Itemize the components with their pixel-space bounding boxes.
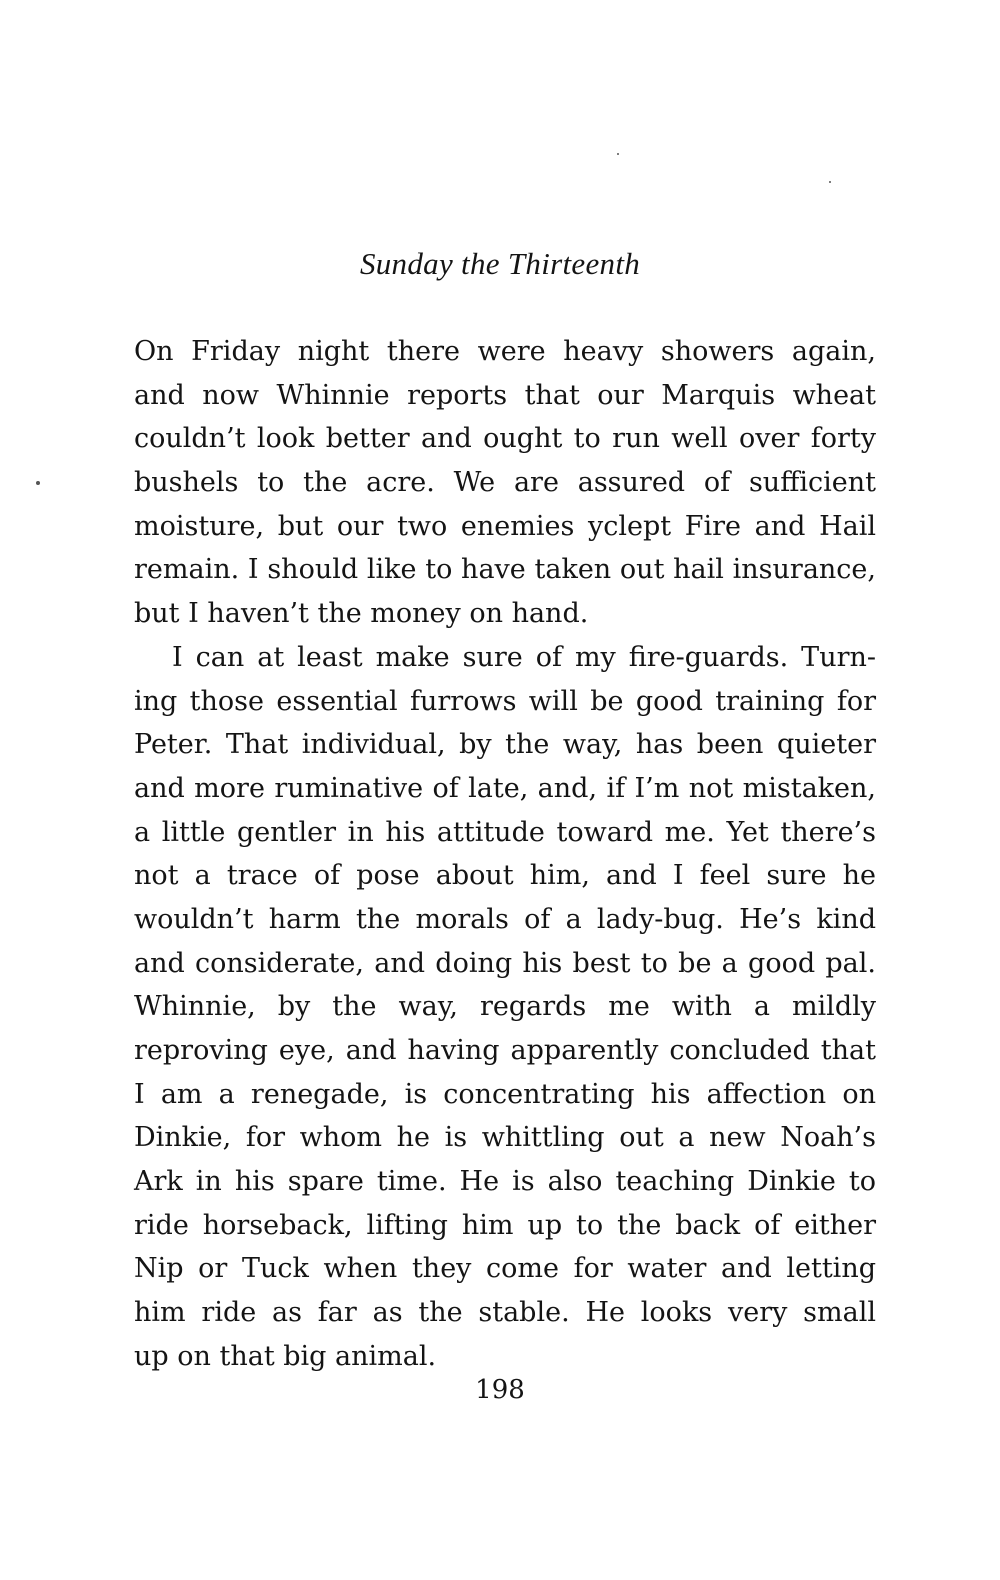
print-speck bbox=[617, 153, 619, 155]
text-line: a little gentler in his attitude toward me. Yet there’s bbox=[134, 816, 876, 848]
print-speck bbox=[36, 481, 40, 485]
text-line: On Friday night there were heavy showers again, bbox=[134, 336, 876, 367]
text-line: and considerate, and doing his best to be a good pal. bbox=[134, 947, 876, 979]
text-line: I can at least make sure of my fire-guards. Turn- bbox=[172, 641, 876, 673]
text-line: moisture, but our two enemies yclept Fire and Hail bbox=[134, 510, 876, 542]
text-line: Ark in his spare time. He is also teaching Dinkie to bbox=[134, 1166, 876, 1198]
body-text bbox=[134, 330, 876, 1379]
text-line: Nip or Tuck when they come for water and letting bbox=[134, 1253, 876, 1285]
text-line: remain. I should like to have taken out hail insurance, bbox=[134, 554, 876, 586]
text-line: couldn’t look better and ought to run well over forty bbox=[134, 423, 876, 455]
print-speck bbox=[829, 181, 831, 183]
text-line: wouldn’t harm the morals of a lady-bug. He’s kind bbox=[134, 903, 876, 935]
text-line: and more ruminative of late, and, if I’m not mistaken, bbox=[134, 772, 876, 804]
text-line: and now Whinnie reports that our Marquis wheat bbox=[134, 379, 876, 411]
chapter-title: Sunday the Thirteenth bbox=[359, 246, 641, 281]
text-line: him ride as far as the stable. He looks very small bbox=[134, 1297, 876, 1329]
text-line: reproving eye, and having apparently concluded that bbox=[134, 1035, 876, 1066]
page-number: 198 bbox=[475, 1375, 525, 1405]
text-line: not a trace of pose about him, and I feel sure he bbox=[134, 860, 876, 892]
text-line: Peter. That individual, by the way, has been quieter bbox=[134, 729, 876, 761]
text-line: Whinnie, by the way, regards me with a mildly bbox=[134, 991, 876, 1023]
text-line: but I haven’t the money on hand. bbox=[134, 598, 589, 630]
text-line: bushels to the acre. We are assured of sufficient bbox=[134, 467, 876, 499]
text-line: I am a renegade, is concentrating his affection on bbox=[134, 1078, 876, 1110]
text-line: ing those essential furrows will be good training for bbox=[134, 685, 876, 717]
text-line: Dinkie, for whom he is whittling out a new Noah’s bbox=[134, 1122, 876, 1154]
text-line: up on that big animal. bbox=[134, 1340, 437, 1372]
paragraph bbox=[134, 636, 876, 1379]
paragraph bbox=[134, 330, 876, 636]
text-line: ride horseback, lifting him up to the back of either bbox=[134, 1209, 876, 1241]
